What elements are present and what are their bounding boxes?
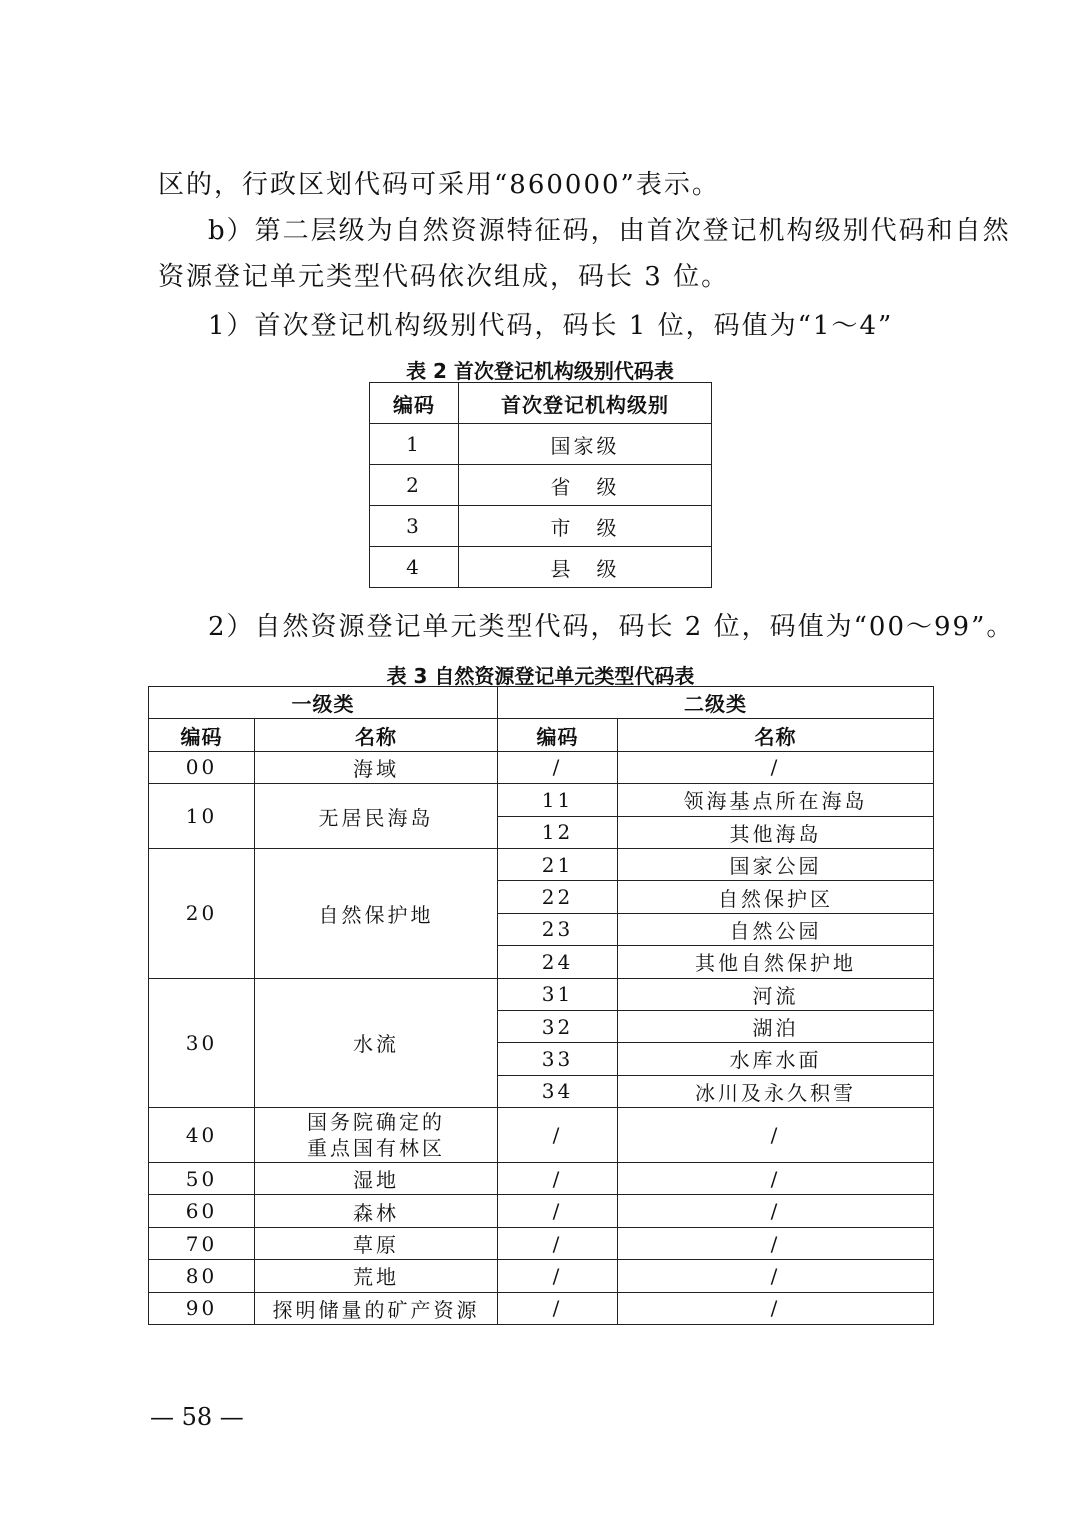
table3-secondary-name: / <box>618 1163 934 1195</box>
table2-code: 1 <box>370 424 459 465</box>
paragraph-line-5: 2）自然资源登记单元类型代码，码长 2 位，码值为“00～99”。 <box>208 612 1015 642</box>
table3-primary-name: 探明储量的矿产资源 <box>255 1292 498 1324</box>
table3-secondary-code: / <box>498 1108 618 1163</box>
table3-secondary-name: 领海基点所在海岛 <box>618 784 934 816</box>
table3-secondary-code: / <box>498 1195 618 1227</box>
table-row <box>149 1227 934 1259</box>
table3-primary-name: 草原 <box>255 1227 498 1259</box>
table2-caption: 表 2 首次登记机构级别代码表 <box>406 359 674 383</box>
table2 <box>369 382 712 588</box>
table2-header-level: 首次登记机构级别 <box>459 383 712 424</box>
table3-primary-code: 10 <box>149 784 255 849</box>
table3-secondary-code: 23 <box>498 913 618 945</box>
table3-primary-name: 无居民海岛 <box>255 784 498 849</box>
table2-header-row <box>370 383 712 424</box>
table3-secondary-name: 湖泊 <box>618 1010 934 1042</box>
table2-code: 3 <box>370 506 459 547</box>
table-row <box>149 751 934 783</box>
table3-primary-code: 80 <box>149 1260 255 1292</box>
table3-primary-code: 40 <box>149 1108 255 1163</box>
table3-secondary-name: 其他海岛 <box>618 816 934 848</box>
table3-secondary-code: / <box>498 751 618 783</box>
table3-secondary-code: 22 <box>498 881 618 913</box>
table3-secondary-name: / <box>618 1227 934 1259</box>
table3-secondary-code: 12 <box>498 816 618 848</box>
table-row <box>370 424 712 465</box>
table3-secondary-code: 34 <box>498 1075 618 1107</box>
table-row <box>149 1108 934 1163</box>
table3 <box>148 686 934 1325</box>
table3-secondary-code: 32 <box>498 1010 618 1042</box>
table3-secondary-code: 11 <box>498 784 618 816</box>
table-row <box>370 547 712 588</box>
table3-primary-name: 森林 <box>255 1195 498 1227</box>
table3-secondary-code: 24 <box>498 946 618 978</box>
table3-secondary-name: / <box>618 1195 934 1227</box>
table3-primary-code: 30 <box>149 978 255 1108</box>
table3-secondary-name: 冰川及永久积雪 <box>618 1075 934 1107</box>
table3-secondary-code: 31 <box>498 978 618 1010</box>
page-number: — 58 — <box>150 1403 244 1431</box>
table3-primary-name: 自然保护地 <box>255 848 498 978</box>
paragraph-line-3: 资源登记单元类型代码依次组成，码长 3 位。 <box>158 262 730 292</box>
table2-level: 国家级 <box>459 424 712 465</box>
table3-secondary-name: 其他自然保护地 <box>618 946 934 978</box>
table3-secondary-code: / <box>498 1292 618 1324</box>
table2-code: 4 <box>370 547 459 588</box>
table3-secondary-name: 自然保护区 <box>618 881 934 913</box>
table3-secondary-name: / <box>618 751 934 783</box>
table-row <box>149 848 934 880</box>
table-row <box>149 1292 934 1324</box>
table3-group-header-primary: 一级类 <box>149 687 498 719</box>
table2-header-code: 编码 <box>370 383 459 424</box>
table3-primary-code: 70 <box>149 1227 255 1259</box>
table3-group-header-secondary: 二级类 <box>498 687 934 719</box>
table3-primary-code: 90 <box>149 1292 255 1324</box>
table3-secondary-code: 21 <box>498 848 618 880</box>
table3-sub-header-row <box>149 719 934 751</box>
table3-secondary-name: 水库水面 <box>618 1043 934 1075</box>
table-row <box>149 784 934 816</box>
table-row <box>149 1195 934 1227</box>
table3-caption: 表 3 自然资源登记单元类型代码表 <box>386 664 695 688</box>
table3-secondary-name: 河流 <box>618 978 934 1010</box>
paragraph-line-2: b）第二层级为自然资源特征码，由首次登记机构级别代码和自然 <box>208 216 1011 246</box>
table3-secondary-code: / <box>498 1227 618 1259</box>
table3-secondary-name: 国家公园 <box>618 848 934 880</box>
table-row <box>149 1163 934 1195</box>
table3-secondary-name: / <box>618 1292 934 1324</box>
table3-primary-name: 湿地 <box>255 1163 498 1195</box>
table-row <box>149 978 934 1010</box>
paragraph-line-4: 1）首次登记机构级别代码，码长 1 位，码值为“1～4” <box>208 311 894 341</box>
table3-group-header-row <box>149 687 934 719</box>
table3-secondary-name: / <box>618 1260 934 1292</box>
table3-primary-code: 60 <box>149 1195 255 1227</box>
table3-primary-name: 海域 <box>255 751 498 783</box>
table3-secondary-code: 33 <box>498 1043 618 1075</box>
table3-secondary-code: / <box>498 1260 618 1292</box>
table-row <box>370 465 712 506</box>
table2-level: 县 级 <box>459 547 712 588</box>
table3-primary-name: 水流 <box>255 978 498 1108</box>
table-row <box>370 506 712 547</box>
table-row <box>149 1260 934 1292</box>
paragraph-line-1: 区的，行政区划代码可采用“860000”表示。 <box>158 170 720 200</box>
table3-primary-code: 20 <box>149 848 255 978</box>
table3-secondary-name: 自然公园 <box>618 913 934 945</box>
table3-primary-code: 50 <box>149 1163 255 1195</box>
table2-level: 省 级 <box>459 465 712 506</box>
table3-primary-code: 00 <box>149 751 255 783</box>
table3-primary-name: 国务院确定的 重点国有林区 <box>255 1108 498 1163</box>
table3-secondary-name: / <box>618 1108 934 1163</box>
table3-header-name-1: 名称 <box>255 719 498 751</box>
table3-secondary-code: / <box>498 1163 618 1195</box>
table3-header-code-2: 编码 <box>498 719 618 751</box>
table3-header-name-2: 名称 <box>618 719 934 751</box>
table2-level: 市 级 <box>459 506 712 547</box>
table3-primary-name: 荒地 <box>255 1260 498 1292</box>
table2-code: 2 <box>370 465 459 506</box>
table3-header-code-1: 编码 <box>149 719 255 751</box>
